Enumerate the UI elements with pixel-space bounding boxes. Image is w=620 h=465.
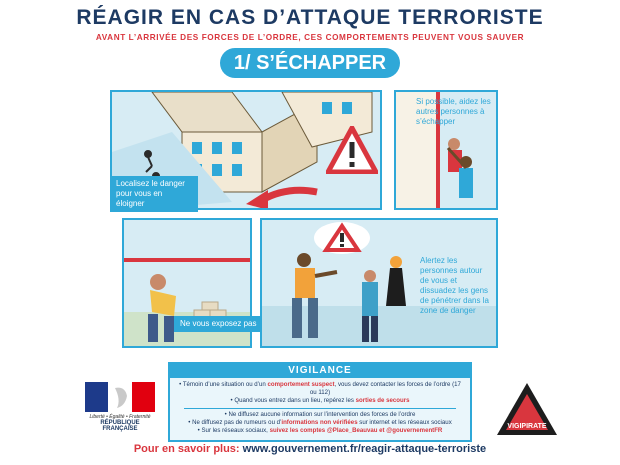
vigilance-box: [168, 362, 472, 442]
step-pill: 1/ S’ÉCHAPPER: [220, 48, 400, 78]
footer-link[interactable]: www.gouvernement.fr/reagir-attaque-terroriste: [242, 443, 487, 455]
vigipirate-label: VIGIPIRATE: [507, 423, 547, 430]
french-flag-icon: [85, 382, 155, 412]
vigilance-line-5: • Sur les réseaux sociaux, suivez les comptes @Place_Beauvau et @gouvernementFR: [197, 427, 443, 435]
footer: [0, 443, 620, 455]
vigilance-line-1: • Témoin d’une situation ou d’un comportement suspect, vous devez contacter les forces de l’ordre (17 ou 112): [179, 381, 461, 397]
vigilance-line-3: • Ne diffusez aucune information sur l’intervention des forces de l’ordre: [224, 410, 416, 418]
vigilance-line-4: • Ne diffusez pas de rumeurs ou d’informations non vérifiées sur internet et les réseaux sociaux: [188, 418, 452, 426]
rf-motto: Liberté • Égalité • Fraternité: [89, 414, 151, 420]
vigilance-line-2: • Quand vous entrez dans un lieu, repérez les sorties de secours: [230, 397, 410, 405]
vigilance-divider: [184, 408, 456, 409]
vigilance-title: VIGILANCE: [170, 364, 470, 378]
republique-francaise-logo: [85, 382, 155, 432]
rf-name: RÉPUBLIQUE FRANÇAISE: [100, 420, 140, 432]
page-title: RÉAGIR EN CAS D’ATTAQUE TERRORISTE: [76, 6, 544, 29]
caption-locate: Localisez le danger pour vous en éloigner: [110, 176, 198, 212]
caption-help: Si possible, aidez les autres personnes à s’échapper: [416, 97, 491, 126]
escape-arrow-icon: [242, 182, 322, 210]
caption-alert: Alertez les personnes autour de vous et dissuadez les gens de pénétrer dans la zone de danger: [420, 256, 489, 315]
danger-warning-icon: [326, 126, 378, 179]
caption-hide: Ne vous exposez pas: [174, 316, 263, 332]
vigipirate-logo: [494, 380, 560, 438]
page-subtitle: AVANT L’ARRIVÉE DES FORCES DE L’ORDRE, CES COMPORTEMENTS PEUVENT VOUS SAUVER: [95, 33, 525, 42]
footer-label: Pour en savoir plus:: [133, 443, 243, 455]
